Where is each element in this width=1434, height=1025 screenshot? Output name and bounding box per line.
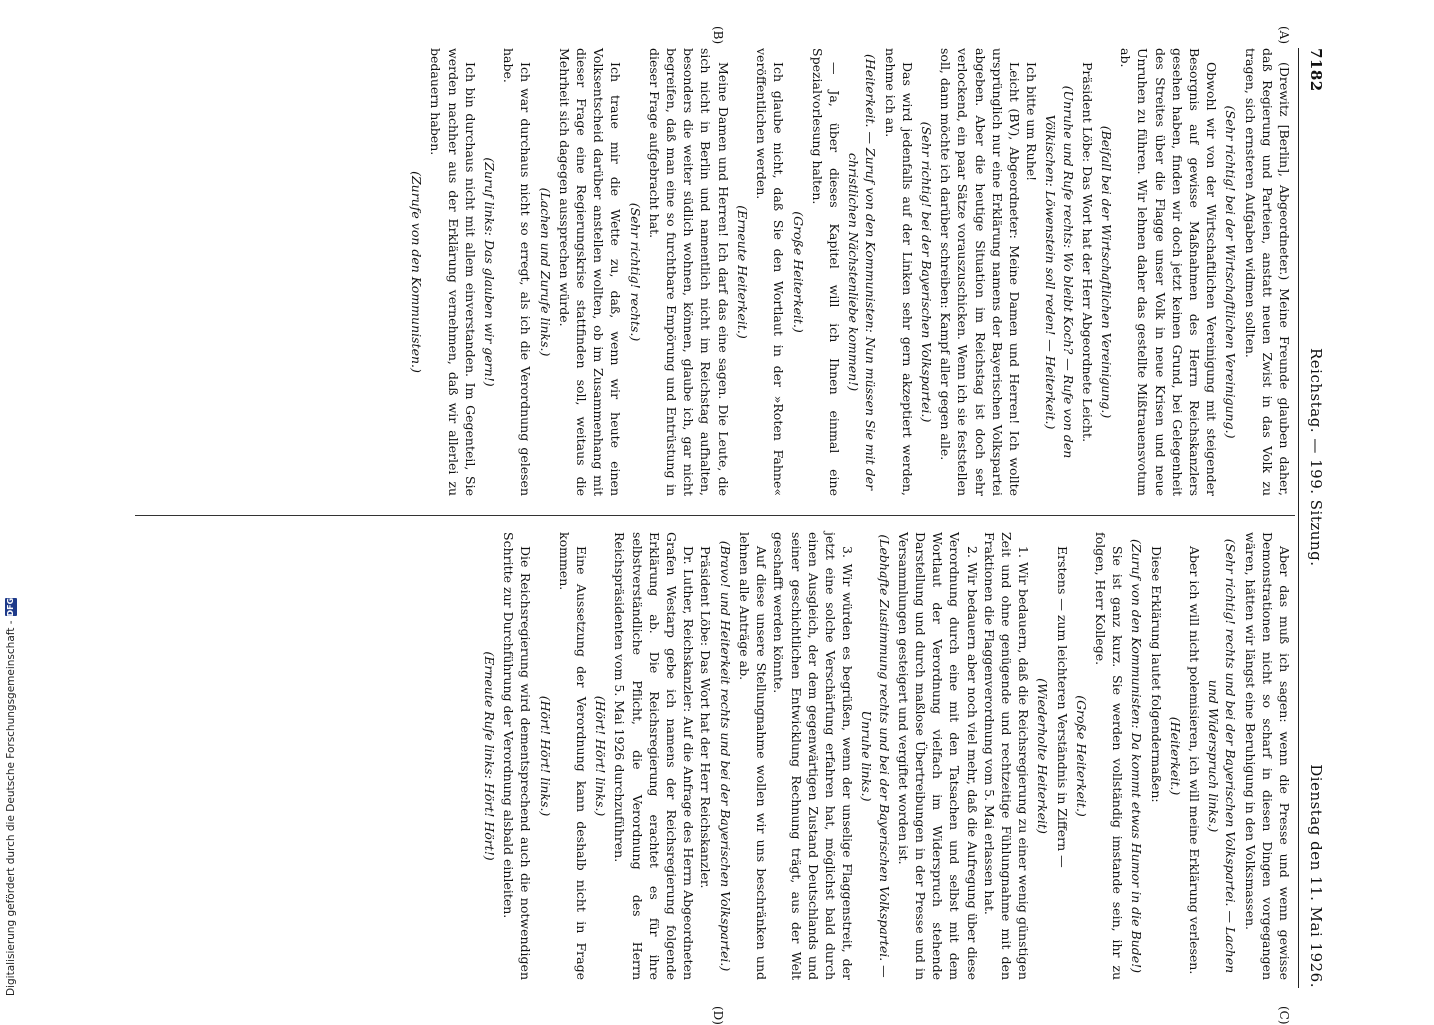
paragraph: Ich bin durchaus nicht mit allem einverstanden. Im Gegenteil, Sie werden nachher aus der Erklärung vernehmen, daß wir allerlei zu bedauern haben. <box>428 48 478 496</box>
interjection: (Sehr richtig! bei der Bayerischen Volkspartei.) <box>918 121 934 423</box>
paragraph: 1. Wir bedauern, daß die Reichsregierung zu einer wenig günstigen Zeit und ohne genügende und rechtzeitige Fühlungnahme mit den Fraktionen die Flaggenverordnung vom 5. Mai erlassen hat. <box>981 532 1032 980</box>
margin-mark-a: (A) <box>1277 26 1291 45</box>
interjection: (Heiterkeit. — Zuruf von den Kommunisten: Nun müssen Sie mit der christlichen Nächstenliebe kommen!) <box>846 53 879 491</box>
interjection: (Erneute Rufe links: Hört! Hört!) <box>482 651 498 861</box>
interjection: (Lachen und Zurufe links.) <box>537 187 553 357</box>
paragraph: — Ja, über dieses Kapitel will ich Ihnen einmal eine Spezialvorlesung halten. <box>809 48 842 496</box>
interjection: (Beifall bei der Wirtschaftlichen Vereinigung.) <box>1098 125 1114 419</box>
margin-mark-b: (B) <box>711 26 725 45</box>
interjection: (Heiterkeit.) <box>1167 716 1183 796</box>
credit-text: Digitalisierung gefördert durch die Deutsche Forschungsgemeinschaft - <box>5 620 17 996</box>
interjection: (Große Heiterkeit.) <box>1073 695 1089 817</box>
paragraph: Sie ist ganz kurz. Sie werden vollständig imstande sein, ihr zu folgen, Herr Kollege. <box>1092 532 1126 980</box>
paragraph: Aber das muß ich sagen: wenn die Presse und wenn gewisse Demonstrationen nicht so scharf in diesen Dingen vorgegangen wären, hätten wir längst eine Beruhigung in den Volksmassen. <box>1242 532 1292 980</box>
paragraph: Ich bitte um Ruhe! <box>1024 62 1040 182</box>
right-column <box>479 532 1293 980</box>
interjection: (Unruhe und Rufe rechts: Wo bleibt Koch? — Rufe von den Völkischen: Löwenstein soll reden! — Heiterkeit.) <box>1043 85 1076 459</box>
digitization-credit <box>4 597 18 996</box>
paragraph: Die Reichsregierung wird dementsprechend auch die notwendigen Schritte zur Durchführung der Verordnung alsbald einleiten. <box>501 532 534 980</box>
header-session: Reichstag. — 199. Sitzung. <box>1307 348 1325 567</box>
paragraph: Meine Damen und Herren! Ich darf das eine sagen. Die Leute, die sich nicht in Berlin und namentlich nicht im Reichstag aufhalten, besonders die weiter südlich wohnen, können, glaube ich, gar nicht begreifen, daß man eine so furchtbare Empörung und Entrüstung in dieser Frage aufgebracht hat. <box>646 48 731 496</box>
paragraph: Erstens — zum leichteren Verständnis in Ziffern — <box>1054 546 1070 868</box>
interjection: (Erneute Heiterkeit.) <box>734 205 750 339</box>
interjection: (Wiederholte Heiterkeit) <box>1035 678 1051 834</box>
paragraph: Ich war durchaus nicht so erregt, als ich die Verordnung gelesen habe. <box>501 48 534 496</box>
margin-mark-d: (D) <box>711 1006 725 1025</box>
header-rule <box>1298 48 1299 988</box>
paragraph: Das wird jedenfalls auf der Linken sehr gern akzeptiert werden, nehme ich an. <box>882 48 915 496</box>
paragraph: Diese Erklärung lautet folgendermaßen: <box>1148 546 1164 803</box>
paragraph: Obwohl wir von der Wirtschaftlichen Vereinigung mit steigender Besorgnis auf gewisse Maßnahmen des Herrn Reichskanzlers gesehen haben, finden wir doch jetzt keinen Grund, bei Gelegenheit des Streites über die Flagge unser Volk in neue Krisen und neue Unruhen zu führen. Wir lehnen daher das gestellte Mißtrauensvotum ab. <box>1118 48 1220 496</box>
rotated-sheet <box>125 26 1325 1025</box>
interjection: (Sehr richtig! rechts und bei der Bayerischen Volkspartei. — Lachen und Widerspruch links.) <box>1206 538 1239 974</box>
column-divider <box>135 515 1295 516</box>
paragraph: Leicht (BV), Abgeordneter: Meine Damen und Herren! Ich wollte ursprünglich nur eine Erklärung namens der Bayerischen Volkspartei abgeben. Aber die heutige Situation im Reichstag ist doch sehr verlockend, ein paar Sätze vorauszuschicken. Wenn ich sie feststellen soll, dann möchte ich darüber schreiben: Kampf aller gegen alle. <box>938 48 1022 496</box>
paragraph: Präsident Löbe: Das Wort hat der Herr Reichskanzler. <box>698 546 714 889</box>
paragraph: 2. Wir bedauern aber noch viel mehr, daß die Aufregung über diese Verordnung durch eine mit den Tatsachen und selbst mit dem Wortlaut der Verordnung vielfach im Widerspruch stehende Darstellung und durch maßlose Übertreibungen in der Presse und in Versammlungen gesteigert und vergiftet worden ist. <box>895 532 980 980</box>
paragraph: Eine Aussetzung der Verordnung kann deshalb nicht in Frage kommen. <box>556 532 590 980</box>
page-header <box>1303 48 1325 988</box>
dfg-logo: DFG <box>6 597 15 617</box>
paragraph: 3. Wir würden es begrüßen, wenn der unselige Flaggenstreit, der jetzt eine solche Verschärfung erfahren hat, möglichst bald durch einen Ausgleich, der dem gegenwärtigen Zustand Deutschlands und seiner geschichtlichen Entwicklung Rechnung trägt, aus der Welt geschafft werden könnte. <box>771 532 856 980</box>
page-number: 7182 <box>1307 48 1325 92</box>
margin-mark-c: (C) <box>1277 1006 1291 1025</box>
interjection: (Zuruf links: Das glauben wir gern!) <box>482 157 498 387</box>
paragraph: Dr. Luther, Reichskanzler: Auf die Anfrage des Herrn Abgeordneten Grafen Westarp gebe ich namens der Reichsregierung folgende Erklärung ab. Die Reichsregierung erachtet es für ihre selbstverständliche Pflicht, die Verordnung des Herrn Reichspräsidenten vom 5. Mai 1926 durchzuführen. <box>612 532 697 980</box>
interjection: (Sehr richtig! rechts.) <box>627 202 643 342</box>
paragraph: Ich traue mir die Wette zu, daß, wenn wir heute einen Volksentscheid darüber anstellen wollten, ob im Zusammenhang mit dieser Frage eine Regierungskrise stattfinden soll, weitaus die Mehrheit sich dagegen aussprechen würde. <box>556 48 624 496</box>
paragraph: (Drewitz [Berlin], Abgeordneter.) Meine Freunde glauben daher, daß Regierung und Parteien, anstatt neuen Zwist in das Volk zu tragen, sich ernsteren Aufgaben widmen sollten. <box>1242 48 1292 496</box>
interjection: (Bravo! und Heiterkeit rechts und bei der Bayerischen Volkspartei.) <box>717 540 733 972</box>
interjection: (Zuruf von den Kommunisten: Da kommt etwas Humor in die Bude!) <box>1129 538 1145 974</box>
interjection: (Große Heiterkeit.) <box>790 211 806 333</box>
interjection: (Hört! Hört! links.) <box>593 695 609 817</box>
left-column <box>406 48 1293 496</box>
paragraph: Präsident Löbe: Das Wort hat der Herr Abgeordnete Leicht. <box>1079 62 1095 443</box>
interjection: (Lebhafte Zustimmung rechts und bei der Bayerischen Volkspartei. — Unruhe links.) <box>859 534 892 978</box>
paragraph: Ich glaube nicht, daß Sie den Wortlaut in der »Roten Fahne« veröffentlichen werden. <box>754 48 787 496</box>
interjection: (Hört! Hört! links.) <box>537 695 553 817</box>
interjection: (Sehr richtig! bei der Wirtschaftlichen Vereinigung.) <box>1223 105 1239 439</box>
interjection: (Zurufe von den Kommunisten.) <box>409 171 425 373</box>
header-date: Dienstag den 11. Mai 1926. <box>1307 764 1325 988</box>
paragraph: Aber ich will nicht polemisieren, ich will meine Erklärung verlesen. <box>1186 546 1202 975</box>
paragraph: Auf diese unsere Stellungnahme wollen wir uns beschränken und lehnen alle Anträge ab. <box>736 532 770 980</box>
